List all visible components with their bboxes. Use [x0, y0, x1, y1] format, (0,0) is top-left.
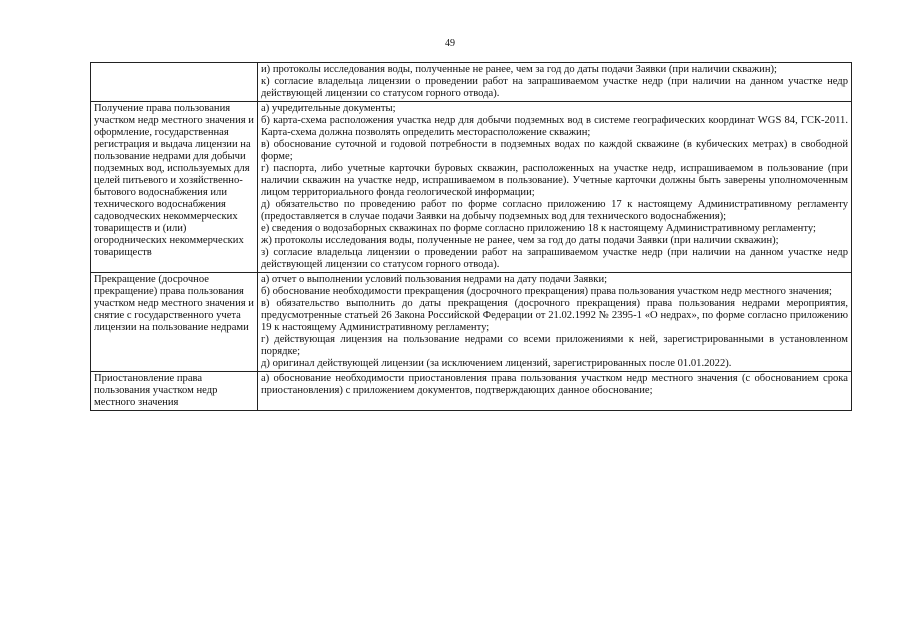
service-name-cell: Получение права пользования участком недр местного значения и оформление, государственная регистрация и выдача лицензии на пользование недрами для добычи подземных вод, используемых для целей питьевого и хозяйственно-бытового водоснабжения или технического водоснабжения садоводческих некоммерческих товариществ и (или) огороднических некоммерческих товариществ — [91, 102, 258, 273]
requirement-item: е) сведения о водозаборных скважинах по форме согласно приложению 18 к настоящему Административному регламенту; — [261, 223, 816, 234]
table-row — [91, 63, 852, 102]
requirement-item: б) карта-схема расположения участка недр для добычи подземных вод в системе географических координат WGS 84, ГСК-2011. Карта-схема должна позволять определить месторасположение скважин; — [261, 115, 848, 138]
service-name-cell: Приостановление права пользования участком недр местного значения — [91, 372, 258, 411]
requirement-item: ж) протоколы исследования воды, полученные не ранее, чем за год до даты подачи Заявки (при наличии скважин); — [261, 235, 779, 246]
page-number: 49 — [445, 38, 455, 49]
requirement-item: б) обоснование необходимости прекращения (досрочного прекращения) права пользования участком недр местного значения; — [261, 286, 832, 297]
requirement-item: г) паспорта, либо учетные карточки буровых скважин, расположенных на участке недр, испрашиваемом в пользование (при наличии скважин на участке недр, испрашиваемом в пользование). Учетные карточки должны быть заверены уполномоченным лицом территориального фонда геологической информации; — [261, 163, 848, 198]
requirement-item: а) обоснование необходимости приостановления права пользования участком недр местного значения (с обоснованием срока приостановления) с приложением документов, подтверждающих данное обоснование; — [261, 373, 848, 396]
requirement-item: д) обязательство по проведению работ по форме согласно приложению 17 к настоящему Административному регламенту (предоставляется в случае подачи Заявки на добычу подземных вод для технического водоснабжения); — [261, 199, 848, 222]
table-row — [91, 372, 852, 411]
service-name-cell — [91, 63, 258, 102]
service-name-cell: Прекращение (досрочное прекращение) права пользования участком недр местного значения и снятие с государственного учета лицензии на пользование недрами — [91, 273, 258, 372]
requirement-item: г) действующая лицензия на пользование недрами со всеми приложениями к ней, зарегистрированными в установленном порядке; — [261, 334, 848, 357]
requirement-item: д) оригинал действующей лицензии (за исключением лицензий, зарегистрированных после 01.01.2022). — [261, 358, 732, 369]
requirement-item: а) отчет о выполнении условий пользования недрами на дату подачи Заявки; — [261, 274, 608, 285]
requirement-item: в) обязательство выполнить до даты прекращения (досрочного прекращения) права пользования недрами мероприятия, предусмотренные статьей 26 Закона Российской Федерации от 21.02.1992 № 2395-1 «О недрах», по форме согласно приложению 19 к настоящему Административному регламенту; — [261, 298, 848, 333]
requirement-item: з) согласие владельца лицензии о проведении работ на запрашиваемом участке недр (при наличии на данном участке недр действующей лицензии со статусом горного отвода). — [261, 247, 848, 270]
requirements-cell — [258, 102, 852, 273]
requirement-item: в) обоснование суточной и годовой потребности в подземных водах по каждой скважине (в кубических метрах) в свободной форме; — [261, 139, 848, 162]
requirements-cell — [258, 273, 852, 372]
table-body — [91, 63, 852, 411]
requirements-cell — [258, 63, 852, 102]
table-row — [91, 273, 852, 372]
table-row — [91, 102, 852, 273]
requirement-item: к) согласие владельца лицензии о проведении работ на запрашиваемом участке недр (при наличии на данном участке недр действующей лицензии со статусом горного отвода). — [261, 76, 848, 99]
requirements-cell — [258, 372, 852, 411]
requirements-table — [90, 62, 852, 411]
requirement-item: а) учредительные документы; — [261, 103, 396, 114]
requirement-item: и) протоколы исследования воды, полученные не ранее, чем за год до даты подачи Заявки (при наличии скважин); — [261, 64, 777, 75]
